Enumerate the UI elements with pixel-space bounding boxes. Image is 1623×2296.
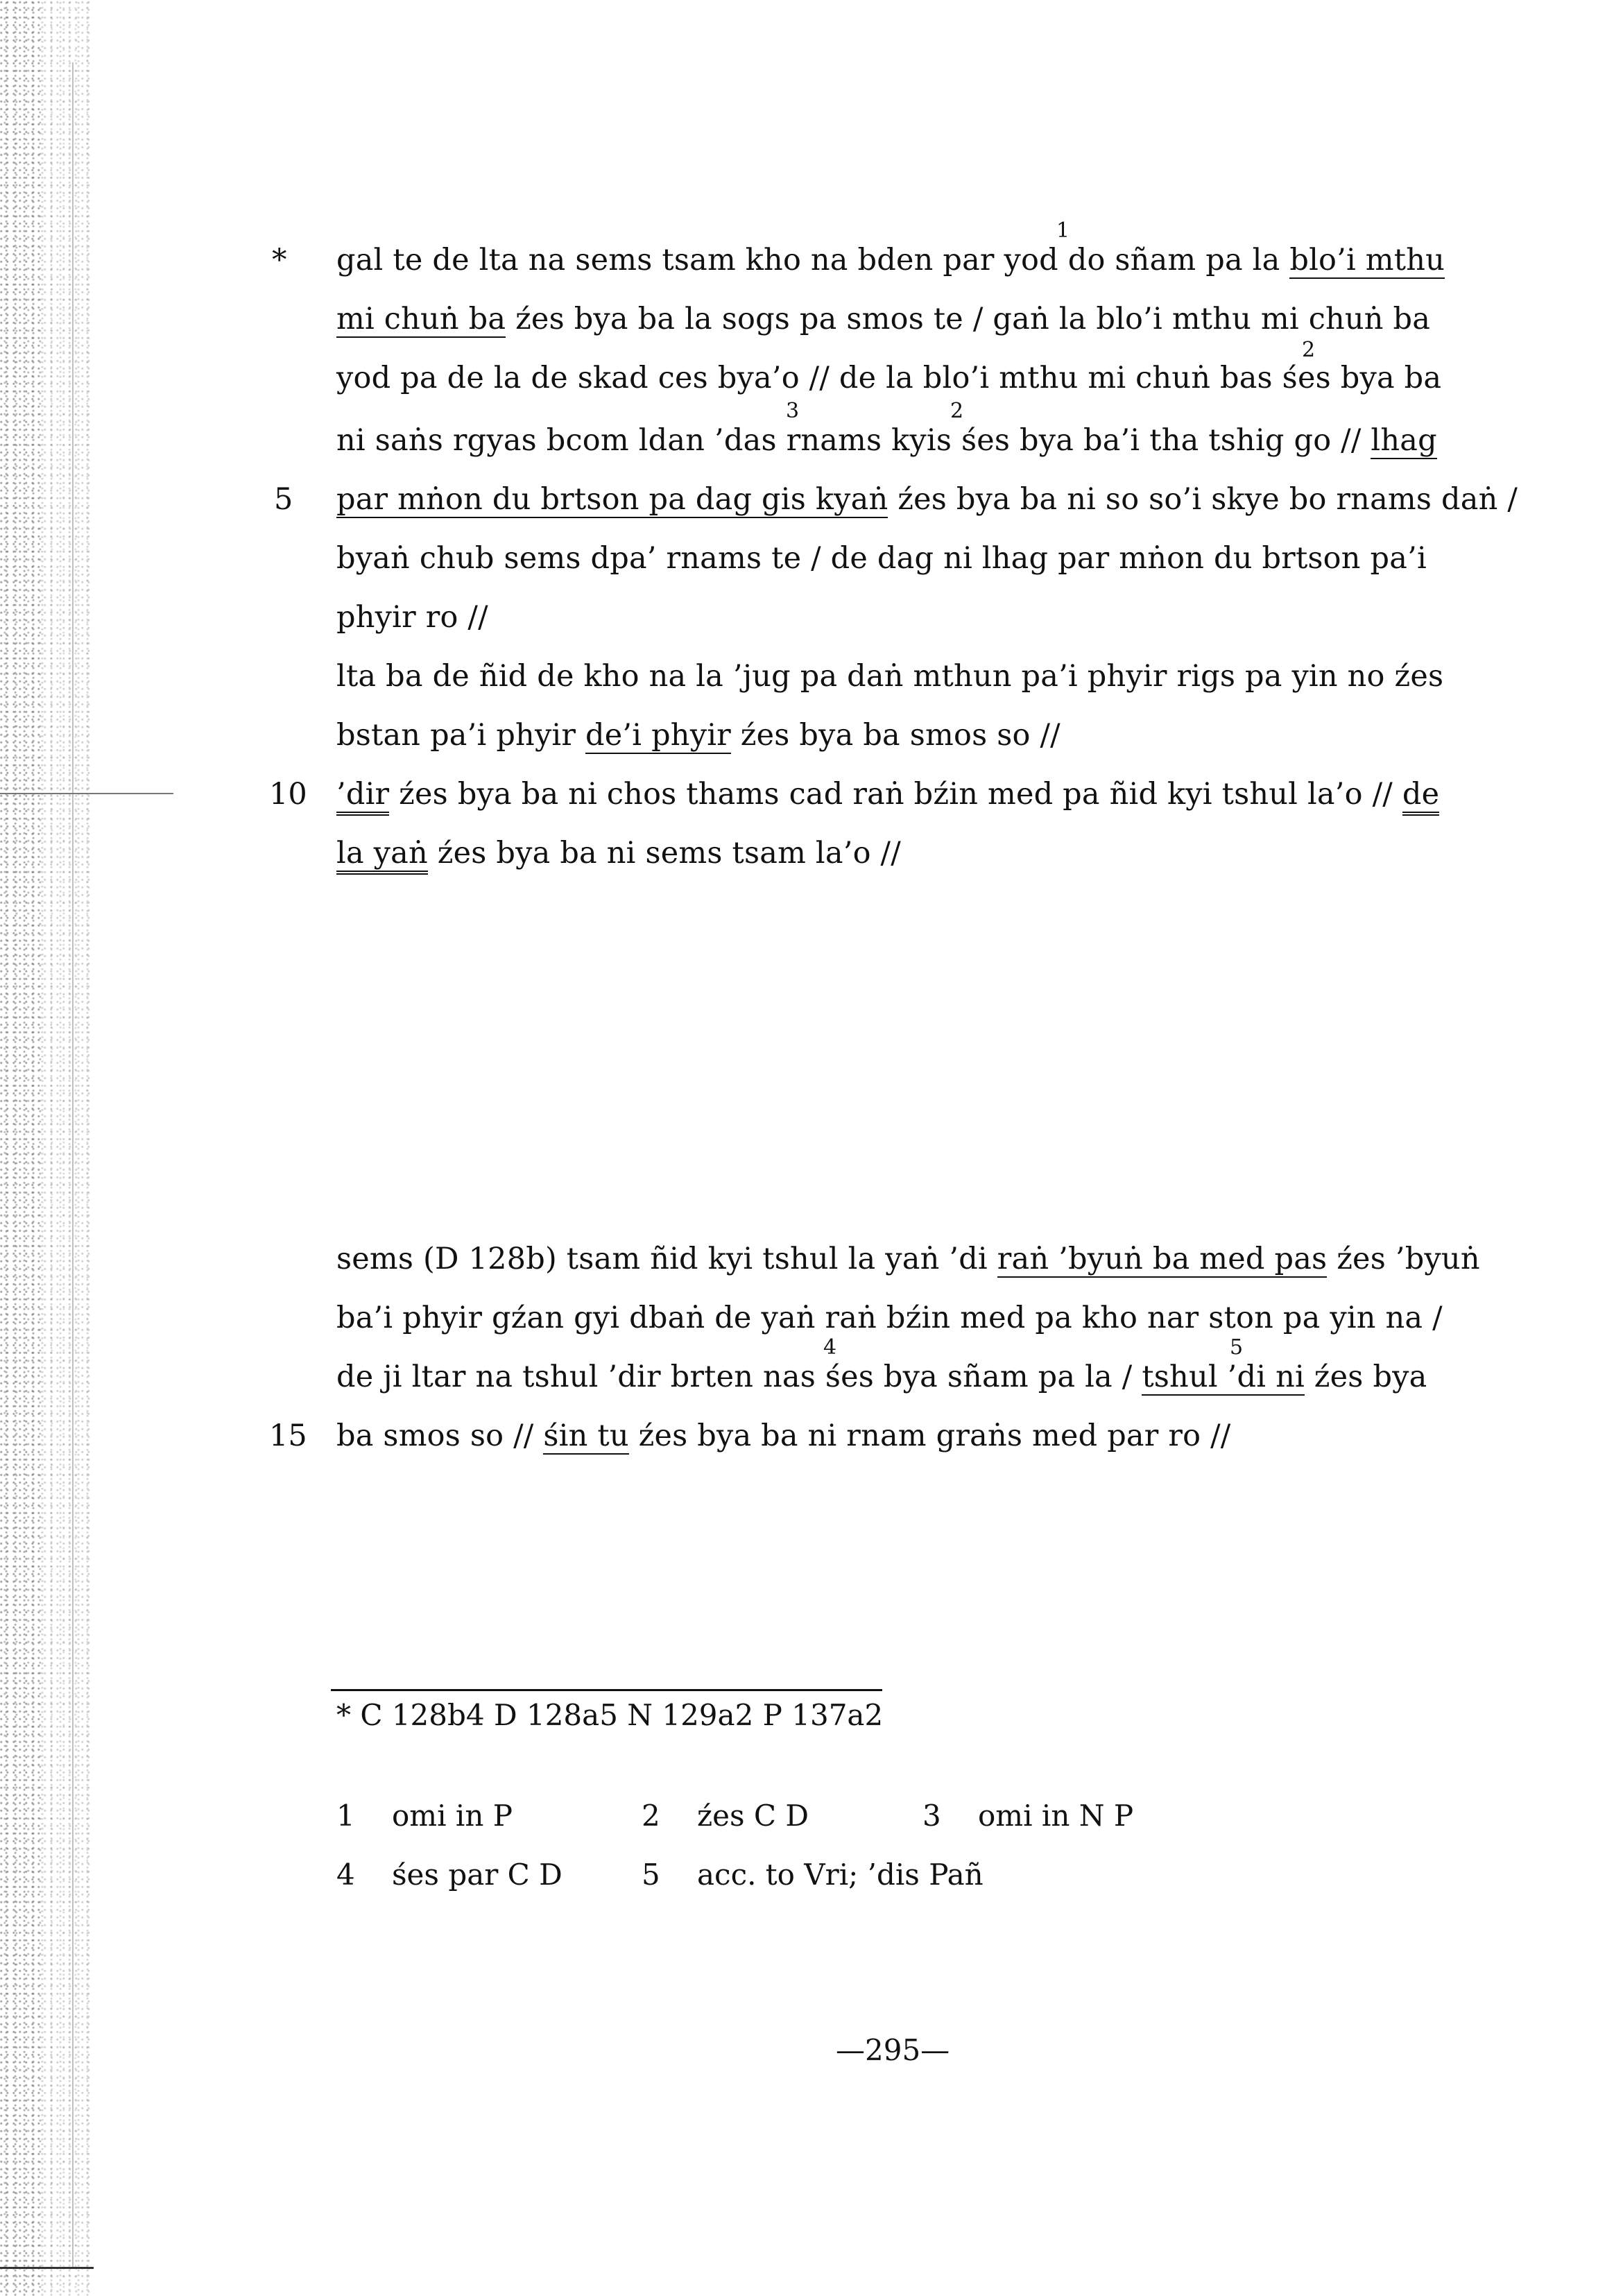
footnote-text: śes par C D [392, 1858, 563, 1892]
footnote-text: omi in N P [978, 1799, 1134, 1833]
underlined-term: lhag [1371, 423, 1437, 458]
text-line-10: ’dir źes bya ba ni chos thams cad raṅ bźin med pa ñid kyi tshul la’o // de [336, 773, 1439, 815]
footnote-marker: 4 [823, 1335, 837, 1360]
footnote-sources: * C 128b4 D 128a5 N 129a2 P 137a2 [336, 1698, 884, 1732]
page-number: —295— [836, 2033, 950, 2067]
underlined-term: par mṅon du brtson pa dag gis kyaṅ [336, 482, 888, 517]
footnote-text: omi in P [392, 1799, 513, 1833]
line-number: 5 [274, 482, 293, 517]
footnote-number: 3 [922, 1799, 941, 1833]
scan-binding-line [72, 62, 74, 2268]
footnote-marker: 3 [786, 399, 800, 423]
text-line-8: lta ba de ñid de kho na la ’jug pa daṅ mthun pa’i phyir rigs pa yin no źes [336, 659, 1444, 694]
footnote-number: 2 [642, 1799, 660, 1833]
text-line-7: phyir ro // [336, 600, 488, 635]
text-line-2: mi chuṅ ba źes bya ba la sogs pa smos te / gaṅ la blo’i mthu mi chuṅ ba [336, 302, 1431, 336]
footnote-marker: 5 [1230, 1335, 1244, 1360]
text-line-1: gal te de lta na sems tsam kho na bden par yod do sñam pa la blo’i mthu [336, 243, 1445, 277]
text-line-3: yod pa de la de skad ces bya’o // de la blo’i mthu mi chuṅ bas śes bya ba [336, 361, 1442, 395]
text-line-6: byaṅ chub sems dpa’ rnams te / de dag ni lhag par mṅon du brtson pa’i [336, 541, 1427, 576]
footnote-marker: 2 [950, 399, 964, 423]
scan-edge-line-bottom [0, 2267, 94, 2269]
underlined-term: tshul ’di ni [1142, 1360, 1305, 1394]
footnote-number: 5 [642, 1858, 660, 1892]
footnote-rule [331, 1689, 882, 1691]
line-number: 10 [269, 777, 307, 812]
text-line-15: ba smos so // śin tu źes bya ba ni rnam graṅs med par ro // [336, 1419, 1231, 1453]
footnote-marker: 2 [1302, 338, 1316, 362]
underlined-term: de’i phyir [585, 718, 731, 753]
text-line-13: ba’i phyir gźan gyi dbaṅ de yaṅ raṅ bźin med pa kho nar ston pa yin na / [336, 1301, 1443, 1335]
footnote-text: acc. to Vri; ’dis Pañ [697, 1858, 984, 1892]
text-line-12: sems (D 128b) tsam ñid kyi tshul la yaṅ ’di raṅ ’byuṅ ba med pas źes ’byuṅ [336, 1242, 1480, 1276]
footnote-text: źes C D [697, 1799, 809, 1833]
double-underlined-term: ’dir [336, 777, 389, 816]
line-number: 15 [269, 1419, 307, 1453]
footnote-number: 1 [336, 1799, 355, 1833]
underlined-term: raṅ ’byuṅ ba med pas [997, 1242, 1328, 1276]
underlined-term: mi chuṅ ba [336, 302, 506, 336]
text-line-5: par mṅon du brtson pa dag gis kyaṅ źes bya ba ni so so’i skye bo rnams daṅ / [336, 482, 1518, 517]
double-underlined-term: de [1402, 777, 1439, 816]
scan-noise-edge [0, 0, 42, 2296]
footnote-number: 4 [336, 1858, 355, 1892]
scan-edge-line [0, 793, 173, 794]
text-line-14: de ji ltar na tshul ’dir brten nas śes bya sñam pa la / tshul ’di ni źes bya [336, 1360, 1427, 1394]
text-line-4: ni saṅs rgyas bcom ldan ’das rnams kyis śes bya ba’i tha tshig go // lhag [336, 423, 1437, 458]
section-marker: * [272, 243, 287, 277]
underlined-term: blo’i mthu [1289, 243, 1445, 277]
text-line-11: la yaṅ źes bya ba ni sems tsam la’o // [336, 832, 901, 874]
text-line-9: bstan pa’i phyir de’i phyir źes bya ba smos so // [336, 718, 1060, 753]
double-underlined-term: la yaṅ [336, 836, 428, 875]
footnote-marker: 1 [1056, 219, 1070, 243]
underlined-term: śin tu [543, 1419, 629, 1453]
